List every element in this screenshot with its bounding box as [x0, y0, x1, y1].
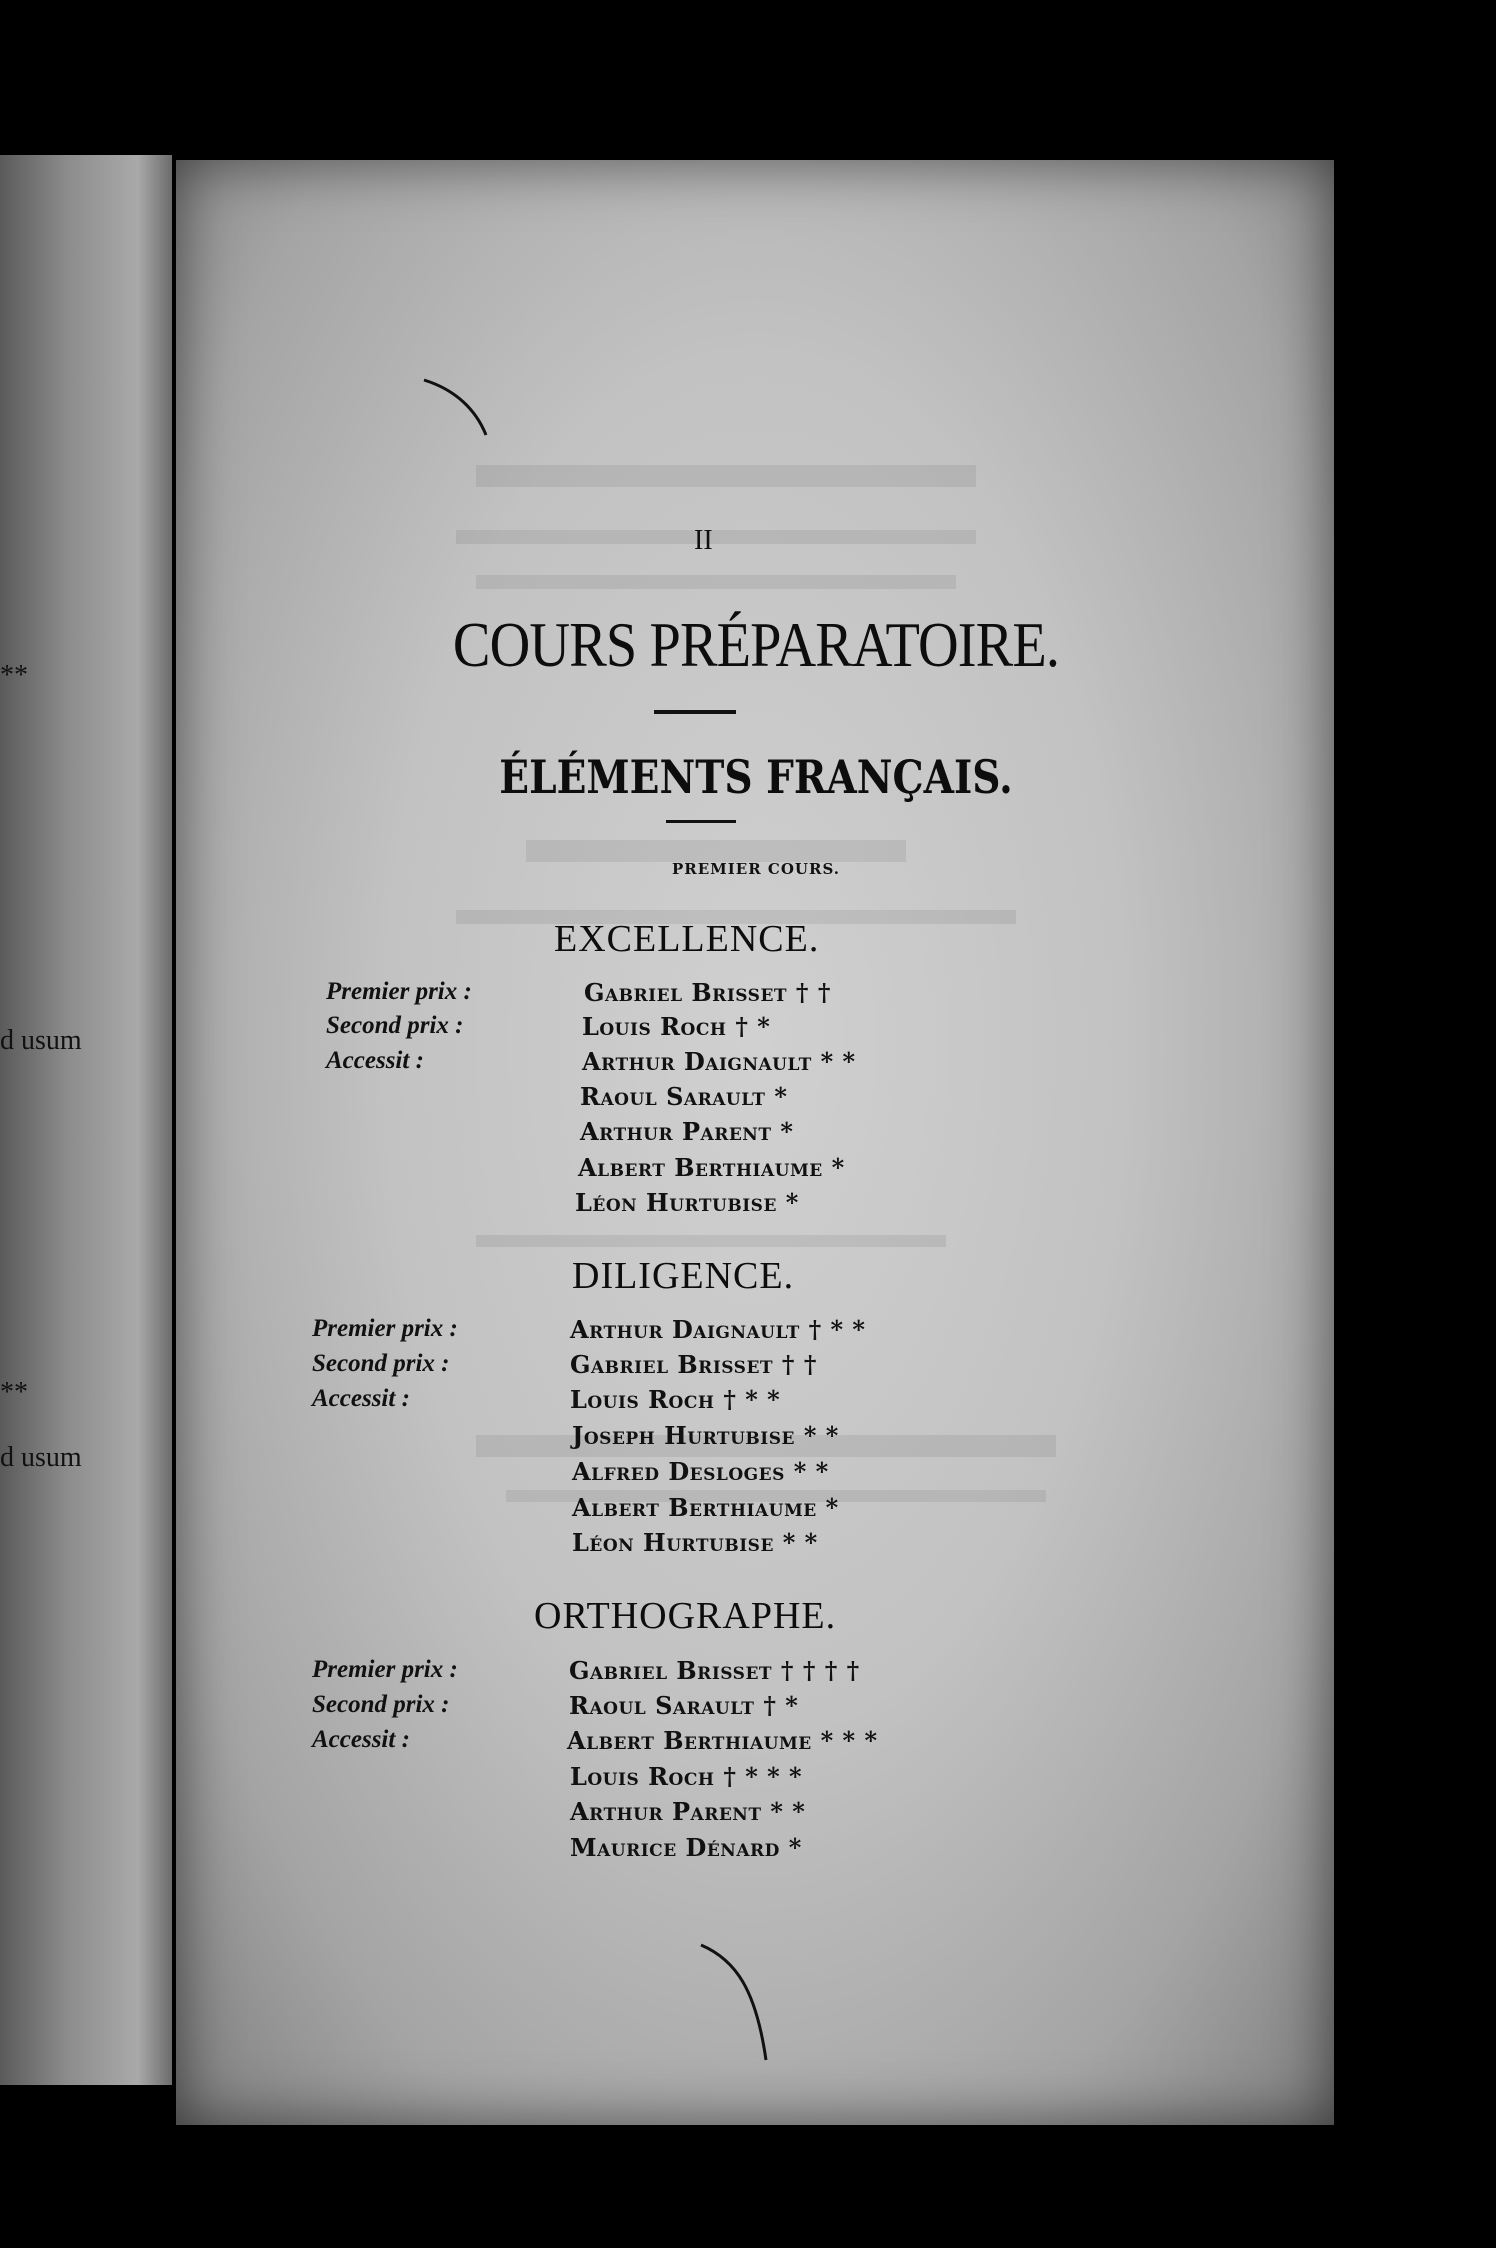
- prize-label: Second prix :: [326, 1012, 464, 1039]
- left-page-fragment: **: [0, 1377, 28, 1408]
- student-entry: Albert Berthiaume *: [572, 1493, 839, 1522]
- student-entry: Arthur Daignault * *: [582, 1047, 856, 1076]
- left-page-fragment: **: [0, 660, 28, 691]
- left-page-fragment: d usum: [0, 1025, 82, 1056]
- student-entry: Raoul Sarault † *: [569, 1691, 799, 1720]
- student-entry: Albert Berthiaume * * *: [567, 1726, 878, 1755]
- page-subtitle: ÉLÉMENTS FRANÇAIS.: [499, 750, 1013, 804]
- course-label: PREMIER COURS.: [672, 860, 840, 878]
- student-entry: Alfred Desloges * *: [572, 1457, 829, 1486]
- prize-label: Premier prix :: [312, 1656, 458, 1683]
- left-facing-page: [0, 155, 172, 2085]
- student-entry: Louis Roch † * * *: [570, 1762, 803, 1791]
- student-entry: Léon Hurtubise * *: [572, 1528, 818, 1557]
- student-entry: Albert Berthiaume *: [578, 1153, 845, 1182]
- student-entry: Louis Roch † *: [582, 1012, 771, 1041]
- student-entry: Arthur Daignault † * *: [570, 1315, 866, 1344]
- prize-label: Accessit :: [326, 1047, 424, 1074]
- prize-label: Premier prix :: [312, 1315, 458, 1342]
- prize-label: Premier prix :: [326, 978, 472, 1005]
- section-heading-orthographe: ORTHOGRAPHE.: [534, 1595, 837, 1637]
- prize-label: Accessit :: [312, 1385, 410, 1412]
- student-entry: Gabriel Brisset † †: [570, 1350, 817, 1379]
- section-heading-diligence: DILIGENCE.: [572, 1255, 795, 1297]
- subtitle-rule: [666, 820, 736, 823]
- student-entry: Louis Roch † * *: [570, 1385, 781, 1414]
- prize-label: Second prix :: [312, 1691, 450, 1718]
- prize-label: Second prix :: [312, 1350, 450, 1377]
- section-heading-excellence: EXCELLENCE.: [554, 918, 820, 960]
- book-page: [176, 160, 1334, 2125]
- student-entry: Raoul Sarault *: [580, 1082, 788, 1111]
- student-entry: Maurice Dénard *: [570, 1833, 802, 1862]
- title-rule: [654, 710, 736, 714]
- student-entry: Joseph Hurtubise * *: [572, 1421, 839, 1450]
- student-entry: Gabriel Brisset † † † †: [569, 1656, 860, 1685]
- page-title: COURS PRÉPARATOIRE.: [452, 609, 1060, 680]
- student-entry: Gabriel Brisset † †: [584, 978, 831, 1007]
- student-entry: Arthur Parent *: [580, 1117, 794, 1146]
- student-entry: Léon Hurtubise *: [575, 1188, 799, 1217]
- prize-label: Accessit :: [312, 1726, 410, 1753]
- left-page-fragment: d usum: [0, 1442, 82, 1473]
- student-entry: Arthur Parent * *: [570, 1797, 806, 1826]
- section-number: II: [694, 525, 713, 556]
